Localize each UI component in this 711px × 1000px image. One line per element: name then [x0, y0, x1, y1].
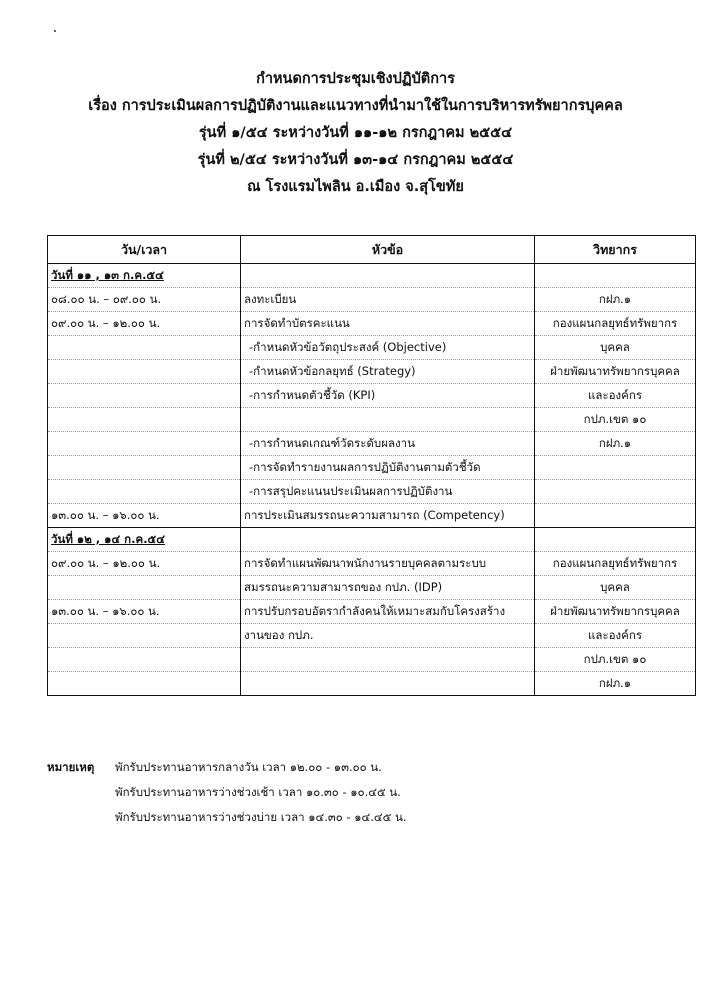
cell-time	[48, 336, 241, 360]
table-row	[48, 600, 696, 624]
cell-time: ๑๓.๐๐ น. – ๑๖.๐๐ น.	[48, 600, 241, 624]
cell-time	[48, 480, 241, 504]
table-row	[48, 504, 696, 528]
note-morning-break: พักรับประทานอาหารว่างช่วงเช้า เวลา ๑๐.๓๐ - ๑๐.๔๕ น.	[115, 785, 401, 799]
table-row	[48, 384, 696, 408]
table-header-row	[48, 236, 696, 264]
cell-speaker: และองค์กร	[535, 384, 696, 408]
cell-speaker: กองแผนกลยุทธ์ทรัพยากร	[535, 552, 696, 576]
cell-time	[48, 456, 241, 480]
day-header-row	[48, 264, 696, 288]
cell-time	[48, 408, 241, 432]
cell-topic: ลงทะเบียน	[241, 288, 535, 312]
cell-topic: -การกำหนดเกณฑ์วัดระดับผลงาน	[241, 432, 535, 456]
table-row	[48, 288, 696, 312]
header-batch-2: รุ่นที่ ๒/๕๔ ระหว่างวันที่ ๑๓-๑๔ กรกฎาคม ๒๕๕๔	[197, 152, 514, 168]
cell-speaker	[535, 456, 696, 480]
cell-speaker	[535, 504, 696, 528]
header-subject: เรื่อง การประเมินผลการปฏิบัติงานและแนวทางที่นำมาใช้ในการบริหารทรัพยากรบุคคล	[88, 98, 623, 114]
cell-time	[48, 624, 241, 648]
day-label: วันที่ ๑๒ , ๑๔ ก.ค.๕๔	[51, 532, 165, 546]
schedule-table	[47, 235, 696, 696]
cell-time: ๑๓.๐๐ น. – ๑๖.๐๐ น.	[48, 504, 241, 528]
cell-speaker: ฝ่ายพัฒนาทรัพยากรบุคคล	[535, 600, 696, 624]
notes-label: หมายเหตุ	[47, 760, 95, 774]
cell-time	[48, 432, 241, 456]
cell-speaker: และองค์กร	[535, 624, 696, 648]
cell-time	[48, 360, 241, 384]
cell-topic	[241, 672, 535, 696]
col-header-datetime: วัน/เวลา	[48, 236, 241, 264]
cell-topic: -การกำหนดตัวชี้วัด (KPI)	[241, 384, 535, 408]
cell-speaker: กองแผนกลยุทธ์ทรัพยากร	[535, 312, 696, 336]
cell-topic: งานของ กปภ.	[241, 624, 535, 648]
cell-topic: -การจัดทำรายงานผลการปฏิบัติงานตามตัวชี้วัด	[241, 456, 535, 480]
table-row	[48, 576, 696, 600]
cell-topic: -การสรุปคะแนนประเมินผลการปฏิบัติงาน	[241, 480, 535, 504]
notes-section	[47, 755, 407, 830]
day-header-row	[48, 528, 696, 552]
cell-topic: สมรรถนะความสามารถของ กปภ. (IDP)	[241, 576, 535, 600]
cell-speaker: กฝภ.๑	[535, 288, 696, 312]
cell-speaker: ฝ่ายพัฒนาทรัพยากรบุคคล	[535, 360, 696, 384]
cell-speaker: กฝภ.๑	[535, 432, 696, 456]
col-header-speaker: วิทยากร	[535, 236, 696, 264]
cell-time: ๐๙.๐๐ น. – ๑๒.๐๐ น.	[48, 312, 241, 336]
cell-time	[48, 576, 241, 600]
table-row	[48, 312, 696, 336]
table-row	[48, 648, 696, 672]
note-afternoon-break: พักรับประทานอาหารว่างช่วงบ่าย เวลา ๑๔.๓๐ - ๑๔.๔๕ น.	[115, 810, 407, 824]
cell-speaker: กฝภ.๑	[535, 672, 696, 696]
cell-topic	[241, 408, 535, 432]
col-header-topic: หัวข้อ	[241, 236, 535, 264]
cell-time	[48, 384, 241, 408]
cell-topic: -กำหนดหัวข้อวัตถุประสงค์ (Objective)	[241, 336, 535, 360]
cell-topic: -กำหนดหัวข้อกลยุทธ์ (Strategy)	[241, 360, 535, 384]
table-row	[48, 408, 696, 432]
cell-time: ๐๘.๐๐ น. – ๐๙.๐๐ น.	[48, 288, 241, 312]
scan-speck	[54, 30, 56, 32]
table-row	[48, 552, 696, 576]
table-row	[48, 624, 696, 648]
cell-time: ๐๙.๐๐ น. – ๑๒.๐๐ น.	[48, 552, 241, 576]
day-label: วันที่ ๑๑ , ๑๓ ก.ค.๕๔	[51, 268, 164, 282]
cell-speaker: บุคคล	[535, 576, 696, 600]
table-row	[48, 672, 696, 696]
cell-speaker: กปภ.เขต ๑๐	[535, 648, 696, 672]
header-title: กำหนดการประชุมเชิงปฏิบัติการ	[256, 71, 455, 87]
cell-topic: การปรับกรอบอัตรากำลังคนให้เหมาะสมกับโครงสร้าง	[241, 600, 535, 624]
cell-time	[48, 672, 241, 696]
cell-speaker	[535, 480, 696, 504]
table-row	[48, 360, 696, 384]
cell-topic: การจัดทำบัตรคะแนน	[241, 312, 535, 336]
table-row	[48, 432, 696, 456]
note-lunch: พักรับประทานอาหารกลางวัน เวลา ๑๒.๐๐ - ๑๓.๐๐ น.	[115, 760, 382, 774]
cell-topic: การจัดทำแผนพัฒนาพนักงานรายบุคคลตามระบบ	[241, 552, 535, 576]
header-batch-1: รุ่นที่ ๑/๕๔ ระหว่างวันที่ ๑๑-๑๒ กรกฎาคม ๒๕๕๔	[198, 125, 513, 141]
cell-topic: การประเมินสมรรถนะความสามารถ (Competency)	[241, 504, 535, 528]
cell-topic	[241, 648, 535, 672]
table-row	[48, 456, 696, 480]
header-venue: ณ โรงแรมไพลิน อ.เมือง จ.สุโขทัย	[247, 179, 464, 195]
cell-speaker: บุคคล	[535, 336, 696, 360]
table-row	[48, 480, 696, 504]
cell-speaker: กปภ.เขต ๑๐	[535, 408, 696, 432]
cell-time	[48, 648, 241, 672]
document-header	[0, 66, 711, 201]
table-row	[48, 336, 696, 360]
